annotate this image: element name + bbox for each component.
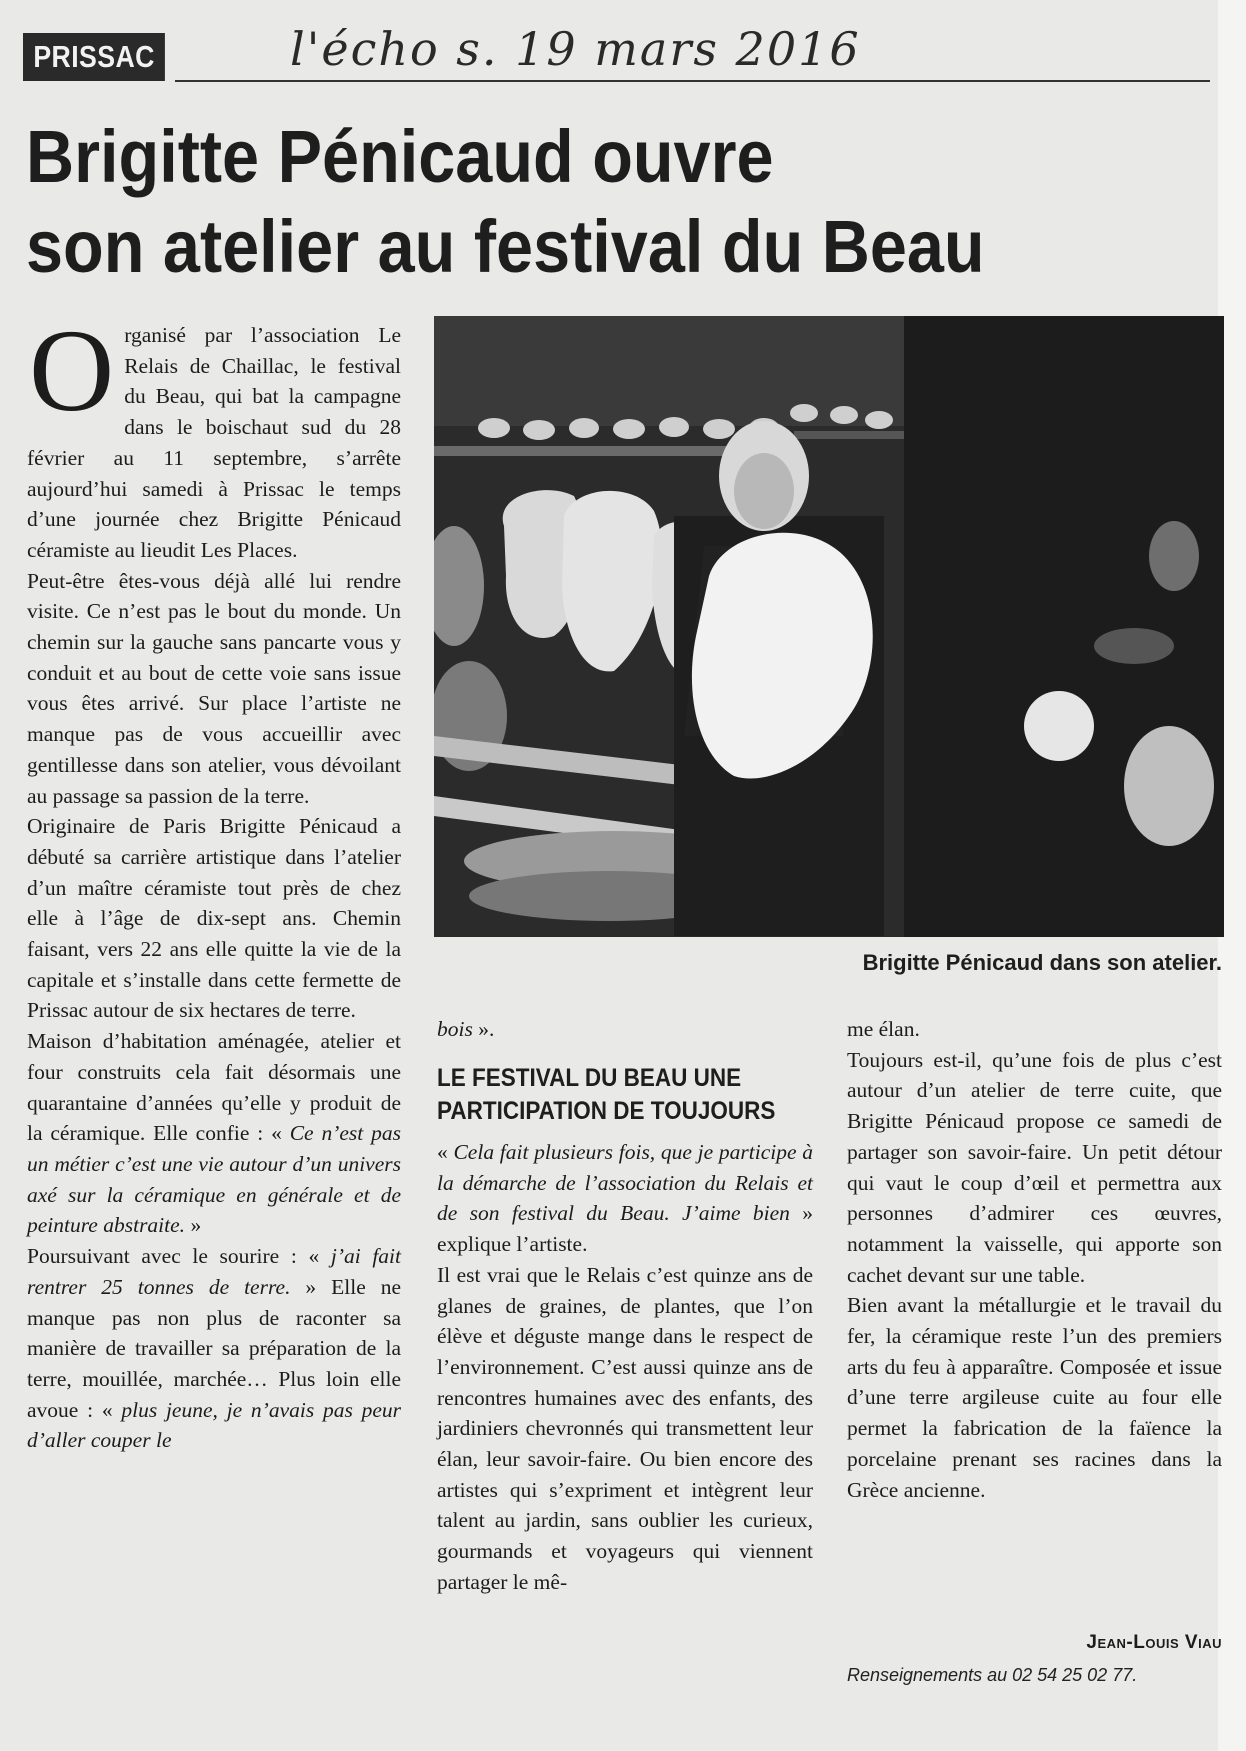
- subheading: LE FESTIVAL DU BEAU UNE PARTICIPATION DE TOUJOURS: [437, 1064, 776, 1125]
- article-column-1: [27, 305, 402, 1456]
- text: Poursuivant avec le sourire : «: [27, 1244, 331, 1269]
- article-column-3: [847, 1014, 1222, 1505]
- author-signature: Jean-Louis Viau: [1086, 1632, 1222, 1653]
- artist-photo: [434, 316, 1224, 937]
- text: » explique l’artiste.: [437, 1201, 814, 1257]
- paragraph: Il est vrai que le Relais c’est quinze ans de glanes de graines, de plantes, que l’on élève et déguste mange dans le respect de l’environnement. C’est aussi quinze ans de rencontres humaines avec des enfants, des jardiniers chevronnés qui transmettent leur élan, leur savoir-faire. Ou bien encore des artistes qui s’expriment et intègrent leur talent au jardin, sans oublier les curieux, gourmands et voyageurs qui viennent partager le mê-: [437, 1262, 813, 1594]
- headline-line-1: Brigitte Pénicaud ouvre: [26, 115, 774, 198]
- handwritten-underline: [175, 80, 1210, 82]
- article-column-2: [437, 1137, 813, 1598]
- paragraph: Toujours est-il, qu’une fois de plus c’est autour d’un atelier de terre cuite, que Brigitte Pénicaud propose ce samedi de partager son savoir-faire. Un petit détour qui vaut le coup d’œil et permettra aux personnes d’admirer ces œuvres, notamment la vaisselle, qui apporte son cachet devant sur une table.: [847, 1047, 1222, 1287]
- text: Maison d’habitation aménagée, atelier et four construits cela fait désormais une quarantaine d’années qu’elle y produit de la céramique. Elle confie : «: [27, 1029, 401, 1146]
- paragraph: [27, 1026, 401, 1241]
- photo-illustration: [434, 316, 1224, 937]
- text: «: [437, 1140, 454, 1164]
- paragraph: [437, 1137, 813, 1260]
- paragraph: me élan.: [847, 1017, 920, 1041]
- article-headline: [26, 112, 1088, 292]
- paragraph: [27, 1241, 401, 1456]
- paragraph: Peut-être êtes-vous déjà allé lui rendre visite. Ce n’est pas le bout du monde. Un chemin sur la gauche sans pancarte vous y conduit et au bout de cette voie sans issue vous êtes arrivé. Sur place l’artiste ne manque pas de vous accueillir avec gentillesse dans son atelier, vous dévoilant au passage sa passion de la terre.: [27, 568, 401, 808]
- text: »: [185, 1213, 202, 1238]
- intro-paragraph: [27, 305, 401, 566]
- section-label: PRISSAC: [23, 33, 165, 81]
- quote: j’ai fait rentrer 25 tonnes de terre.: [27, 1244, 402, 1299]
- quote: plus jeune, je n’avais pas peur d’aller couper le: [27, 1397, 401, 1453]
- headline-line-2: son atelier au festival du Beau: [26, 205, 985, 288]
- contact-info: Renseignements au 02 54 25 02 77.: [847, 1665, 1138, 1685]
- handwritten-date-note: l'écho s. 19 mars 2016: [290, 22, 861, 76]
- paragraph: Bien avant la métallurgie et le travail du fer, la céramique reste l’un des premiers arts du feu à apparaître. Composée et issue d’une terre argileuse cuite au four elle permet la fabrication de la faïence la porcelaine prenant ses racines dans la Grèce ancienne.: [847, 1293, 1222, 1502]
- paragraph: Originaire de Paris Brigitte Pénicaud a débuté sa carrière artistique dans l’atelier d’un maître céramiste tout près de chez elle à l’âge de dix-sept ans. Chemin faisant, vers 22 ans elle quitte la vie de la capitale et s’installe dans cette fermette de Prissac autour de six hectares de terre.: [27, 814, 401, 1023]
- quote: Ce n’est pas un métier c’est une vie autour d’un univers axé sur la céramique en générale et de peinture abstraite.: [27, 1121, 402, 1238]
- drop-cap: O: [29, 305, 115, 436]
- quote: bois: [437, 1017, 473, 1041]
- quote: Cela fait plusieurs fois, que je participe à la démarche de l’association du Relais et de son festival du Beau. J’aime bien: [437, 1140, 813, 1226]
- photo-caption: Brigitte Pénicaud dans son atelier.: [862, 950, 1222, 975]
- paragraph-continuation: [437, 1014, 813, 1045]
- intro-text: rganisé par l’association Le Relais de Chaillac, le festival du Beau, qui bat la campagne dans le boischaut sud du 28 février au 11 septembre, s’arrête aujourd’hui samedi à Prissac le temps d’une journée chez Brigitte Pénicaud céramiste au lieudit Les Places.: [27, 323, 401, 562]
- text: » Elle ne manque pas non plus de raconter sa manière de travailler sa préparation de la terre, mouillée, marchée… Plus loin elle avoue : «: [27, 1274, 401, 1422]
- text: ».: [472, 1017, 495, 1041]
- article-column-2-top: [437, 1014, 813, 1045]
